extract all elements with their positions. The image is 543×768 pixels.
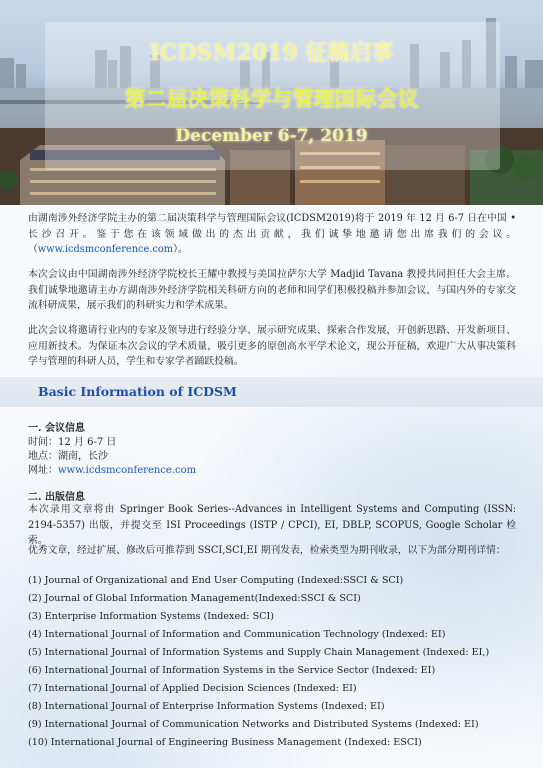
meeting-place: 地点：湖南，长沙 [28,451,108,462]
intro-paragraph-1 [28,211,516,258]
content-area [0,205,543,768]
journal-item: (3) Enterprise Information Systems (Indexed: SCI) [28,611,275,622]
website-label: 网址： [28,465,58,476]
header-subtitle: 第二届决策科学与管理国际会议 [124,86,419,111]
journal-item: (5) International Journal of Information Systems and Supply Chain Management (Indexed: EI,) [28,647,490,658]
journals-intro: 优秀文章，经过扩展、修改后可推荐到 SSCI,SCI,EI 期刊发表，检索类型为期刊收录，以下为部分期刊详情： [28,545,506,556]
journal-item: (9) International Journal of Communication Networks and Distributed Systems (Indexed: EI) [28,719,479,730]
journal-item: (7) International Journal of Applied Decision Sciences (Indexed: EI) [28,683,357,694]
meeting-info-heading: 一. 会议信息 [28,423,85,434]
intro-text: 由湖南涉外经济学院主办的第二届决策科学与管理国际会议(ICDSM2019)将于 2019 年 12 月 6-7 日在中国 • 长沙召开。鉴于您在该领域做出的杰出贡献，我们诚挚地邀请您出席我们的会议。（ [28,213,516,255]
journal-item: (10) International Journal of Engineering Business Management (Indexed: ESCI) [28,737,422,748]
publication-heading: 二. 出版信息 [28,492,85,503]
intro-text-end: ）。 [173,244,188,255]
journal-item: (6) International Journal of Information Systems in the Service Sector (Indexed: EI) [28,665,436,676]
header-title: ICDSM2019 征稿启事 [149,40,394,66]
intro-paragraph-3: 此次会议将邀请行业内的专家及领导进行经验分享、展示研究成果、探索合作发展，开创新思路、开发新项目、应用新技术。为保证本次会议的学术质量，吸引更多的原创高水平学术论文，现公开征稿，欢迎广大从事决策科学与管理的科研人员，学生和专家学者踊跃投稿。 [28,325,516,367]
journal-item: (4) International Journal of Information and Communication Technology (Indexed: EI) [28,629,446,640]
meeting-time: 时间：12 月 6-7 日 [28,437,117,448]
journal-item: (1) Journal of Organizational and End User Computing (Indexed:SSCI & SCI) [28,575,404,586]
header-date: December 6-7, 2019 [175,126,368,146]
publication-paragraph: 本次录用文章将由 Springer Book Series--Advances in Intelligent Systems and Computing (ISSN: 2194-5357) 出版，并提交至 ISI Proceedings (ISTP / CPCI), EI, DBLP, SCOPUS, Google Scholar 检索。 [28,504,516,546]
journal-item: (8) International Journal of Enterprise Information Systems (Indexed: EI) [28,701,385,712]
journal-item: (2) Journal of Global Information Management(Indexed:SSCI & SCI) [28,593,361,604]
section-banner [0,377,543,407]
section-banner-title: Basic Information of ICDSM [38,384,237,399]
meeting-website [28,461,196,476]
header-banner [0,0,543,205]
intro-paragraph-2: 本次会议由中国湖南涉外经济学院校长王耀中教授与美国拉萨尔大学 Madjid Tavana 教授共同担任大会主席。我们诚挚地邀请主办方湖南涉外经济学院相关科研方向的老师和同学们积极投稿并参加会议，与国内外的专家交流科研成果，展示我们的科研实力和学术成果。 [28,269,516,311]
website-link[interactable]: www.icdsmconference.com [37,244,174,255]
meeting-website-link[interactable]: www.icdsmconference.com [58,465,197,476]
